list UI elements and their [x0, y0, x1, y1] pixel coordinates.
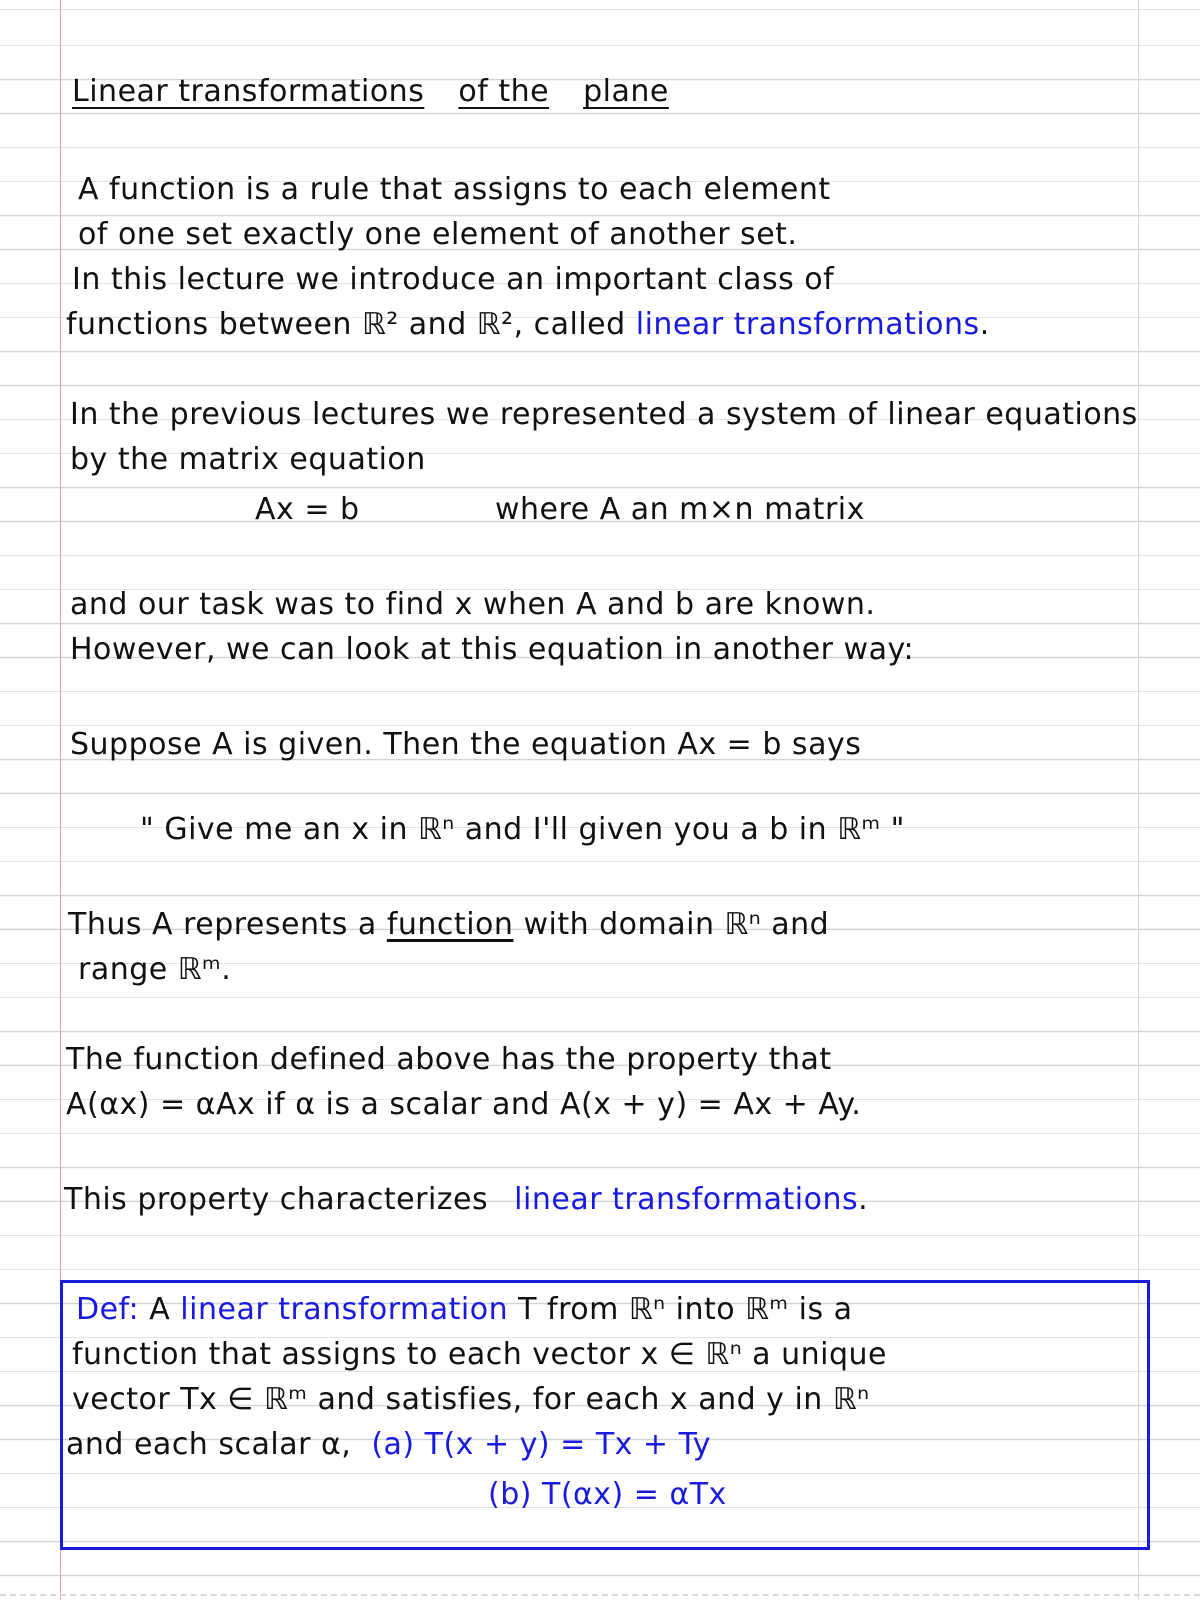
matrix-equation-note: where A an m×n matrix	[495, 492, 865, 527]
page-bottom-edge	[0, 1594, 1200, 1596]
title-part1: Linear transformations	[72, 74, 425, 109]
title-part2: of the	[458, 74, 550, 109]
definition-line1	[76, 1290, 853, 1330]
definition-line4-pre: and each scalar α,	[66, 1427, 352, 1462]
linear-transformations-term-2: linear transformations	[514, 1182, 859, 1217]
para6-line1: The function defined above has the property that	[66, 1042, 832, 1077]
para1-line2: of one set exactly one element of another set.	[78, 217, 798, 252]
para1-line4-post: .	[979, 307, 990, 342]
para7-post: .	[858, 1182, 869, 1217]
para7	[64, 1180, 868, 1220]
para1-line3: In this lecture we introduce an important class of	[72, 262, 835, 297]
para1-line1: A function is a rule that assigns to each element	[78, 172, 831, 207]
definition-line2: function that assigns to each vector x ∈ ℝⁿ a unique	[72, 1337, 887, 1372]
para5-line1-pre: Thus A represents a	[68, 907, 377, 942]
para4-line1: Suppose A is given. Then the equation Ax = b says	[70, 727, 862, 762]
function-term: function	[386, 907, 514, 942]
definition-term: linear transformation	[180, 1292, 509, 1327]
para5-line1-post: with domain ℝⁿ and	[523, 907, 830, 942]
para1-line4	[66, 305, 990, 345]
para3-line1: and our task was to find x when A and b are known.	[70, 587, 876, 622]
page-title	[72, 72, 669, 112]
definition-label: Def:	[76, 1292, 140, 1327]
para6-line2: A(αx) = αAx if α is a scalar and A(x + y) = Ax + Ay.	[66, 1087, 862, 1122]
para1-line4-pre: functions between ℝ² and ℝ², called	[66, 307, 626, 342]
para5-line2: range ℝᵐ.	[78, 952, 232, 987]
matrix-equation: Ax = b	[255, 492, 360, 527]
property-b: (b) T(αx) = αTx	[488, 1477, 727, 1512]
definition-line1-b: T from ℝⁿ into ℝᵐ is a	[518, 1292, 853, 1327]
para2-line2: by the matrix equation	[70, 442, 426, 477]
para2-line1: In the previous lectures we represented a system of linear equations	[70, 397, 1138, 432]
linear-transformations-term: linear transformations	[635, 307, 980, 342]
definition-line4	[66, 1425, 711, 1465]
para5-line1	[68, 905, 829, 945]
para7-pre: This property characterizes	[64, 1182, 489, 1217]
title-part3: plane	[583, 74, 669, 109]
para4-quote: " Give me an x in ℝⁿ and I'll given you a b in ℝᵐ "	[140, 812, 905, 847]
property-a: (a) T(x + y) = Tx + Ty	[371, 1427, 712, 1462]
definition-line1-a: A	[149, 1292, 171, 1327]
para3-line2: However, we can look at this equation in another way:	[70, 632, 915, 667]
definition-line3: vector Tx ∈ ℝᵐ and satisfies, for each x and y in ℝⁿ	[72, 1382, 870, 1417]
